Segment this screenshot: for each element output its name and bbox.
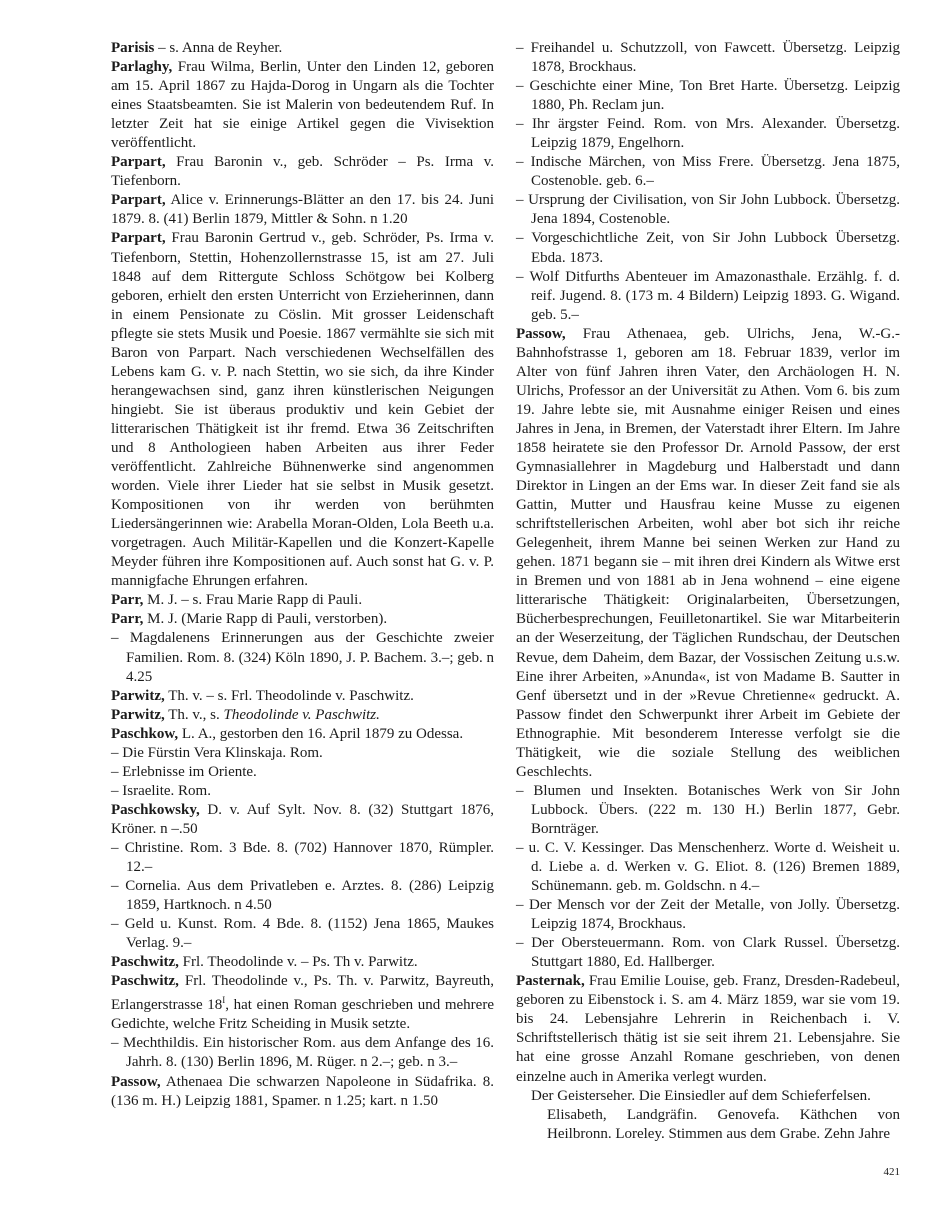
entry-pasternak	[516, 972, 900, 1086]
entry-text: Frl. Theodolinde v., Ps. Th. v. Parwitz, Bayreuth, Erlangerstrasse 18	[111, 973, 494, 1014]
works-list-text: Der Geisterseher. Die Einsiedler auf dem Schieferfelsen.	[531, 1087, 871, 1104]
entry-head: Passow,	[516, 325, 566, 342]
entry-parpart-gertrud	[111, 229, 494, 591]
entry-head: Parpart,	[111, 230, 166, 247]
entry-head: Parpart,	[111, 192, 166, 209]
superscript: I	[222, 995, 226, 1006]
entry-parisis	[111, 39, 494, 58]
page-number: 421	[883, 1166, 900, 1178]
work-item: – Wolf Ditfurths Abenteuer im Amazonasthale. Erzählg. f. d. reif. Jugend. 8. (173 m. 4 Bildern) Leipzig 1893. G. Wigand. geb. 5.–	[516, 268, 900, 323]
work-item: – Vorgeschichtliche Zeit, von Sir John Lubbock Übersetzg. Ebda. 1873.	[516, 230, 900, 266]
entry-text-cont: , hat einen Roman geschrieben und mehrere Gedichte, welche Fritz Scheiding in Musik setzte.	[111, 997, 494, 1033]
entry-head: Parwitz,	[111, 706, 165, 723]
entry-passow-athenaea	[516, 325, 900, 782]
entry-head: Parisis	[111, 40, 155, 56]
entry-text: Frl. Theodolinde v. – Ps. Th v. Parwitz.	[178, 954, 418, 971]
entry-paschkowsky	[111, 801, 494, 839]
work-item: – Magdalenens Erinnerungen aus der Geschichte zweier Familien. Rom. 8. (324) Köln 1890, J. P. Bachem. 3.–; geb. n 4.25	[111, 630, 494, 685]
entry-text: – s. Anna de Reyher.	[154, 40, 283, 56]
work-item: – Geschichte einer Mine, Ton Bret Harte. Übersetzg. Leipzig 1880, Ph. Reclam jun.	[516, 78, 900, 114]
entry-text: Frau Baronin Gertrud v., geb. Schröder, Ps. Irma v. Tiefenborn, Stettin, Hohenzollernstrasse 15, ist am 27. Juli 1848 auf dem Rittergute Schloss Schötgow bei Kolberg geboren, erhielt den ersten Unterricht von Erzieherinnen, dann in einem Pensionate zu Cöslin. Mit grosser Leidenschaft pflegte sie stets Musik und Poesie. 1867 vermählte sie sich mit Baron von Parpart. Nach verschiedenen Wechselfällen des Lebens kam G. v. P. nach Stettin, wo sie sich, da ihre Kinder herangewachsen sind, ganz ihren künstlerischen Neigungen hingiebt. Sie ist überaus produktiv und kein Gebiet der litterarischen Thätigkeit ist ihr fremd. Etwa 36 Zeitschriften und 8 Anthologieen haben Arbeiten aus ihrer Feder veröffentlicht. Zahlreiche Bühnenwerke sind angenommen worden. Viele ihrer Lieder hat sie selbst in Musik gesetzt. Kompositionen von ihr werden von berühmten Liedersängerinnen wie: Arabella Moran-Olden, Lola Beeth u.a. vorgetragen. Auch Militär-Kapellen und die Konzert-Kapelle Meyder führen ihre Kompositionen auf. Auch sonst hat G. v. P. mannigfache Ehrungen erfahren.	[111, 230, 494, 590]
work-item: – Israelite. Rom.	[111, 782, 211, 799]
entry-text: Frau Wilma, Berlin, Unter den Linden 12, geboren am 15. April 1867 zu Hajda-Dorog in Ungarn als die Tochter eines Staatsbeamten. Sie ist Malerin von bedeutendem Ruf. In letzter Zeit hat sie einige Artikel gegen die Vivisektion veröffentlicht.	[111, 59, 494, 152]
work-item: – Ursprung der Civilisation, von Sir John Lubbock. Übersetzg. Jena 1894, Costenoble.	[516, 192, 900, 228]
work-item: – Erlebnisse im Oriente.	[111, 763, 257, 780]
work-item: – Freihandel u. Schutzzoll, von Fawcett. Übersetzg. Leipzig 1878, Brockhaus.	[516, 40, 900, 76]
work-item: – Geld u. Kunst. Rom. 4 Bde. 8. (1152) Jena 1865, Maukes Verlag. 9.–	[111, 916, 494, 952]
work-item: – Blumen und Insekten. Botanisches Werk von Sir John Lubbock. Übers. (222 m. 130 H.) Berlin 1877, Gebr. Bornträger.	[516, 782, 900, 837]
works-list	[516, 1087, 900, 1144]
work-item: – Cornelia. Aus dem Privatleben e. Arztes. 8. (286) Leipzig 1859, Hartknoch. n 4.50	[111, 878, 494, 914]
entry-parlaghy	[111, 58, 494, 153]
entry-head: Passow,	[111, 1073, 161, 1090]
entry-head: Paschkowsky,	[111, 801, 200, 818]
work-item: – Indische Märchen, von Miss Frere. Übersetzg. Jena 1875, Costenoble. geb. 6.–	[516, 154, 900, 190]
entry-head: Parr,	[111, 592, 144, 609]
entry-text: Frau Athenaea, geb. Ulrichs, Jena, W.-G.-Bahnhofstrasse 1, geboren am 18. Februar 1839, verlor im Alter von fünf Jahren ihren Vater, den Archäologen H. N. Ulrichs, Professor an der Universität zu Athen. Vom 6. bis zum 19. Jahre lebte sie, mit Ausnahme einiger Reisen und eines Jahres in Jena, in Bremen, der Vaterstadt ihrer Eltern. Im Jahre 1858 heiratete sie den Professor Dr. Arnold Passow, der erst Gymnasiallehrer in Magdeburg und Halberstadt und dann Direktor in Lingen an der Ems war. In dieser Zeit fand sie als Gattin, Mutter und Hausfrau keine Musse zu eigenen schriftstellerischen Arbeiten, wohl aber bot sich ihr reiche Gelegenheit, ihrem Manne bei seinen Werken zur Hand zu gehen. 1871 begann sie – mit ihren drei Kindern als Witwe erst in Bremen und von 1881 ab in Jena wohnend – eine eigene litterarische Thätigkeit: Originalarbeiten, Übersetzungen, Bücherbesprechungen, Feuilletonartikel. Sie war Mitarbeiterin an der Weserzeitung, der Täglichen Rundschau, der Deutschen Revue, dem Daheim, dem Bazar, der Vossischen Zeitung u.s.w. Eine ihrer Arbeiten, »Anunda«, ist von Madame B. Sautter in Genf übersetzt und in der »Revue Chretienne« gedruckt. A. Passow findet den Schwerpunkt ihrer Arbeit im Gebiete der Ethnographie. Mit besonderem Interesse verfolgt sie die Thätigkeit, wie die soziale Stellung des weiblichen Geschlechts.	[516, 325, 900, 780]
work-item: – Die Fürstin Vera Klinskaja. Rom.	[111, 744, 323, 761]
entry-head: Paschwitz,	[111, 973, 179, 990]
entry-text: M. J. – s. Frau Marie Rapp di Pauli.	[143, 592, 363, 609]
entry-head: Parr,	[111, 611, 144, 628]
entry-text: D. v. Auf Sylt. Nov. 8. (32) Stuttgart 1876, Kröner. n –.50	[111, 801, 494, 837]
work-item: – Mechthildis. Ein historischer Rom. aus dem Anfange des 16. Jahrh. 8. (130) Berlin 1896, M. Rüger. n 2.–; geb. n 3.–	[111, 1035, 494, 1071]
entry-head: Paschwitz,	[111, 954, 179, 971]
entry-text: Th. v., s.	[164, 706, 224, 723]
entry-paschkow	[111, 725, 494, 744]
entry-text: Frau Baronin v., geb. Schröder – Ps. Irma v. Tiefenborn.	[111, 154, 494, 190]
entry-italic-text: Theodolinde v. Paschwitz.	[223, 706, 380, 723]
entry-parr-1	[111, 591, 494, 610]
entry-parpart-1	[111, 153, 494, 191]
entry-parpart-alice	[111, 191, 494, 229]
work-item: – Der Obersteuermann. Rom. von Clark Russel. Übersetzg. Stuttgart 1880, Ed. Hallberger.	[516, 935, 900, 971]
entry-parwitz-1	[111, 687, 494, 706]
entry-text: M. J. (Marie Rapp di Pauli, verstorben).	[143, 611, 388, 628]
work-item: – Der Mensch vor der Zeit der Metalle, von Jolly. Übersetzg. Leipzig 1874, Brockhaus.	[516, 897, 900, 933]
entry-paschwitz-1	[111, 953, 494, 972]
entry-text: Athenaea Die schwarzen Napoleone in Südafrika. 8. (136 m. H.) Leipzig 1881, Spamer. n 1.25; kart. n 1.50	[111, 1073, 494, 1109]
entry-head: Parpart,	[111, 154, 166, 171]
entry-text: Alice v. Erinnerungs-Blätter an den 17. bis 24. Juni 1879. 8. (41) Berlin 1879, Mittler & Sohn. n 1.20	[111, 192, 494, 228]
works-list-text-cont: Elisabeth, Landgräfin. Genovefa. Käthchen von Heilbronn. Loreley. Stimmen aus dem Grabe. Zehn Jahre	[547, 1106, 900, 1142]
entry-paschwitz-2	[111, 972, 494, 1034]
work-item: – u. C. V. Kessinger. Das Menschenherz. Worte d. Weisheit u. d. Liebe a. d. Werken v. G. Eliot. 8. (126) Bremen 1889, Schünemann. geb. m. Goldschn. n 4.–	[516, 839, 900, 895]
entry-text: Th. v. – s. Frl. Theodolinde v. Paschwitz.	[164, 687, 414, 704]
entry-head: Parwitz,	[111, 687, 165, 704]
work-item: – Christine. Rom. 3 Bde. 8. (702) Hannover 1870, Rümpler. 12.–	[111, 839, 494, 876]
entry-parr-2	[111, 610, 494, 629]
entry-head: Parlaghy,	[111, 59, 173, 76]
work-item: – Ihr ärgster Feind. Rom. von Mrs. Alexander. Übersetzg. Leipzig 1879, Engelhorn.	[516, 116, 900, 152]
entry-text: Frau Emilie Louise, geb. Franz, Dresden-Radebeul, geboren zu Eibenstock i. S. am 4. März 1859, war sie vom 19. bis 24. Lebensjahre Lehrerin in Reichenbach i. V. Schriftstellerisch thätig ist sie seit ihrem 21. Lebensjahre. Sie hat eine grosse Anzahl Romane geschrieben, von denen einzelne auch in Amerika verlegt wurden.	[516, 973, 900, 1085]
entry-head: Pasternak,	[516, 973, 585, 990]
entry-head: Paschkow,	[111, 725, 179, 742]
entry-passow-1	[111, 1073, 494, 1111]
left-column	[111, 39, 494, 1111]
entry-parwitz-2	[111, 706, 494, 725]
entry-text: L. A., gestorben den 16. April 1879 zu Odessa.	[178, 725, 464, 742]
right-column	[516, 39, 900, 1144]
